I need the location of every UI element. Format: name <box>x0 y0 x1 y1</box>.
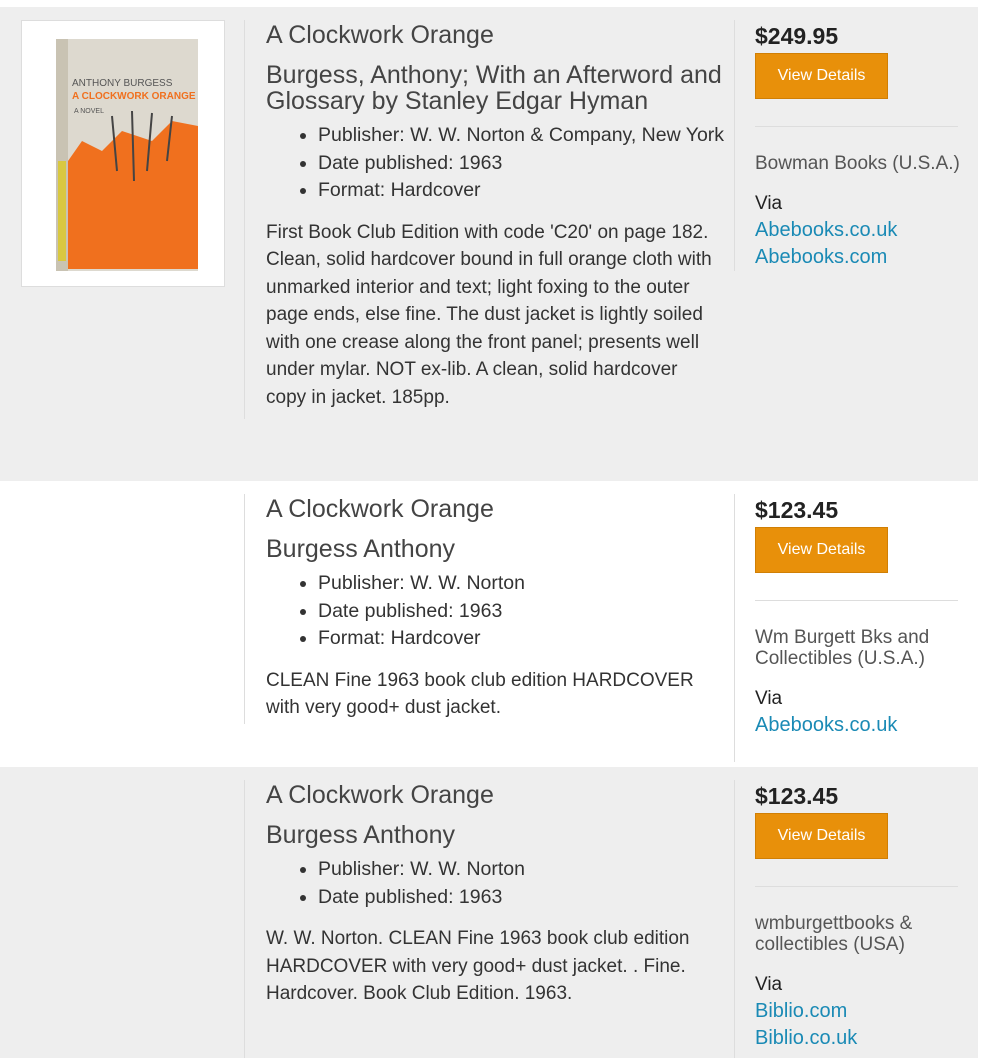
view-details-button[interactable]: View Details <box>755 527 888 573</box>
view-details-button[interactable]: View Details <box>755 53 888 99</box>
view-details-button[interactable]: View Details <box>755 813 888 859</box>
source-link[interactable]: Abebooks.co.uk <box>755 219 898 241</box>
via-label: Via <box>755 974 783 995</box>
divider <box>755 600 958 601</box>
book-description: First Book Club Edition with code 'C20' on page 182. Clean, solid hardcover bound in full orange cloth with unmarked interior and text; light foxing to the outer page ends, else fine. The dust jacket is lightly soiled with one crease along the front panel; presents well under mylar. NOT ex-lib. A clean, solid hardcover copy in jacket. 185pp. <box>266 221 712 408</box>
listing-purchase <box>734 494 978 762</box>
price: $123.45 <box>755 497 839 523</box>
book-details <box>266 856 734 911</box>
via-label: Via <box>755 688 783 709</box>
book-title[interactable]: A Clockwork Orange <box>266 781 494 809</box>
listing-row <box>0 7 978 481</box>
listing-row <box>0 767 978 1058</box>
detail-date: • Date published: 1963 <box>318 598 734 626</box>
detail-date: • Date published: 1963 <box>318 884 734 912</box>
book-author: Burgess Anthony <box>266 535 456 563</box>
source-link[interactable]: Abebooks.co.uk <box>755 714 898 736</box>
seller-name: Wm Burgett Bks and Collectibles (U.S.A.) <box>755 627 930 669</box>
price: $249.95 <box>755 23 839 49</box>
book-description: W. W. Norton. CLEAN Fine 1963 book club edition HARDCOVER with very good+ dust jacket. . Fine. Hardcover. Book Club Edition. 1963. <box>266 928 690 1004</box>
source-link[interactable]: Abebooks.com <box>755 246 888 268</box>
detail-publisher: • Publisher: W. W. Norton <box>318 570 734 598</box>
listing-purchase <box>734 20 978 271</box>
divider <box>755 126 958 127</box>
listing-info <box>244 494 734 724</box>
book-description: CLEAN Fine 1963 book club edition HARDCOVER with very good+ dust jacket. <box>266 669 694 718</box>
detail-format: • Format: Hardcover <box>318 177 734 205</box>
divider <box>755 886 958 887</box>
book-author: Burgess Anthony <box>266 821 456 849</box>
book-details <box>266 122 734 205</box>
book-title[interactable]: A Clockwork Orange <box>266 495 494 523</box>
source-link[interactable]: Biblio.com <box>755 1000 848 1022</box>
book-author: Burgess, Anthony; With an Afterword and Glossary by Stanley Edgar Hyman <box>266 61 722 115</box>
detail-format: • Format: Hardcover <box>318 625 734 653</box>
listing-row <box>0 481 978 767</box>
svg-text:A NOVEL: A NOVEL <box>74 108 104 115</box>
price: $123.45 <box>755 783 839 809</box>
listing-purchase <box>734 780 978 1058</box>
detail-date: • Date published: 1963 <box>318 150 734 178</box>
book-title[interactable]: A Clockwork Orange <box>266 21 494 49</box>
cover-author-text: ANTHONY BURGESS <box>72 78 173 89</box>
book-cover-image[interactable] <box>21 20 225 287</box>
detail-publisher: • Publisher: W. W. Norton <box>318 856 734 884</box>
svg-text:A CLOCKWORK ORANGE: A CLOCKWORK ORANGE <box>72 91 196 102</box>
seller-name: wmburgettbooks & collectibles (USA) <box>755 913 913 955</box>
via-label: Via <box>755 193 783 214</box>
listing-info <box>244 780 734 1058</box>
listing-info <box>244 20 734 419</box>
book-details <box>266 570 734 653</box>
detail-publisher: • Publisher: W. W. Norton & Company, New York <box>318 122 734 150</box>
source-link[interactable]: Biblio.co.uk <box>755 1027 858 1049</box>
seller-name: Bowman Books (U.S.A.) <box>755 153 960 174</box>
